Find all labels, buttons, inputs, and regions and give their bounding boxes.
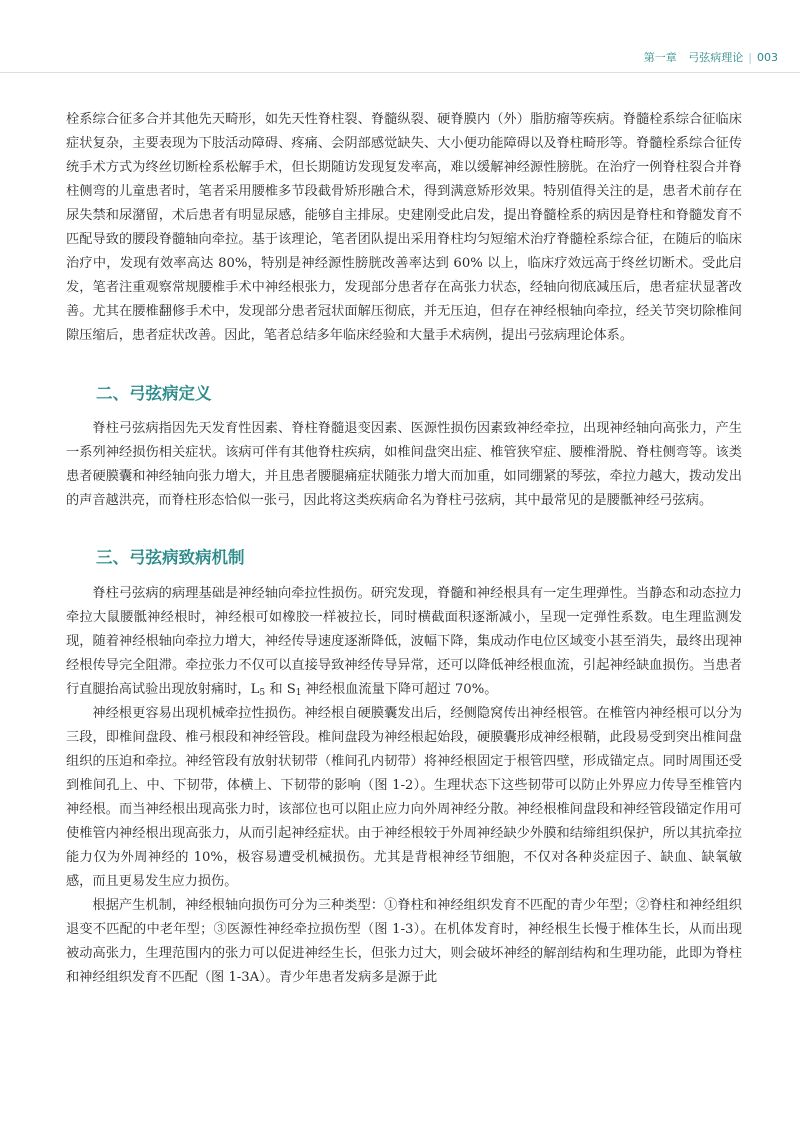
- mechanism-text-c: 神经根血流量下降可超过 70%。: [301, 682, 498, 697]
- mechanism-text-b: 和 S: [265, 682, 296, 697]
- paragraph-mechanism-2: 神经根更容易出现机械牵拉性损伤。神经根自硬膜囊发出后，经侧隐窝传出神经根管。在椎管内神经根可以分为三段，即椎间盘段、椎弓根段和神经管段。椎间盘段为神经根起始段，硬膜囊形成神经根鞘，此段易受到突出椎间盘组织的压迫和牵拉。神经管段有放射状韧带（椎间孔内韧带）将神经根固定于根管四壁，形成锚定点。同时周围还受到椎间孔上、中、下韧带，体横上、下韧带的影响（图 1-2）。生理状态下这些韧带可以防止外界应力传导至椎管内神经根。而当神经根出现高张力时，该部位也可以阻止应力向外周神经分散。神经根椎间盘段和神经管段锚定作用可使椎管内神经根出现高张力，从而引起神经症状。由于神经根较于外周神经缺少外膜和结缔组织保护，所以其抗牵拉能力仅为外周神经的 10%，极容易遭受机械损伤。尤其是背根神经节细胞，不仅对各种炎症因子、缺血、缺氧敏感，而且更易发生应力损伤。: [66, 706, 742, 889]
- paragraph-mechanism-3: 根据产生机制，神经根轴向损伤可分为三种类型：①脊柱和神经组织发育不匹配的青少年型；②脊柱和神经组织退变不匹配的中老年型；③医源性神经牵拉损伤型（图 1-3）。在机体发育时，神经根生长慢于椎体生长，从而出现被动高张力，生理范围内的张力可以促进神经生长，但张力过大，则会破坏神经的解剖结构和生理功能，此即为脊柱和神经组织发育不匹配（图 1-3A）。青少年患者发病多是源于此: [66, 898, 742, 985]
- section-title-mechanism: 三、弓弦病致病机制: [96, 548, 245, 567]
- subscript-l5: 5: [259, 688, 266, 698]
- paragraph-mechanism-1: [66, 582, 742, 702]
- header-separator: |: [748, 51, 752, 64]
- section-title-definition: 二、弓弦病定义: [96, 384, 212, 403]
- running-header: [644, 49, 778, 65]
- chapter-number: 第一章: [643, 51, 677, 64]
- mechanism-text-a: 脊柱弓弦病的病理基础是神经轴向牵拉性损伤。研究发现，脊髓和神经根具有一定生理弹性。当静态和动态拉力牵拉大鼠腰骶神经根时，神经根可如橡胶一样被拉长，同时横截面积逐渐减小，呈现一定弹性系数。电生理监测发现，随着神经根轴向牵拉力增大，神经传导速度逐渐降低，波幅下降，集成动作电位区域变小甚至消失，最终出现神经根传导完全阻滞。牵拉张力不仅可以直接导致神经传导异常，还可以降低神经根血流，引起神经缺血损伤。当患者行直腿抬高试验出现放射痛时，L: [66, 586, 742, 697]
- paragraph-continued: 栓系综合征多合并其他先天畸形，如先天性脊柱裂、脊髓纵裂、硬脊膜内（外）脂肪瘤等疾病。脊髓栓系综合征临床症状复杂，主要表现为下肢活动障碍、疼痛、会阴部感觉缺失、大小便功能障碍以及脊柱畸形等。脊髓栓系综合征传统手术方式为终丝切断栓系松解手术，但长期随访发现复发率高，难以缓解神经源性膀胱。在治疗一例脊柱裂合并脊柱侧弯的儿童患者时，笔者采用腰椎多节段截骨矫形融合术，得到满意矫形效果。特别值得关注的是，患者术前存在尿失禁和尿潴留，术后患者有明显尿感，能够自主排尿。史建刚受此启发，提出脊髓栓系的病因是脊柱和脊髓发育不匹配导致的腰段脊髓轴向牵拉。基于该理论，笔者团队提出采用脊柱均匀短缩术治疗脊髓栓系综合征，在随后的临床治疗中，发现有效率高达 80%，特别是神经源性膀胱改善率达到 60% 以上，临床疗效远高于终丝切断术。受此启发，笔者注重观察常规腰椎手术中神经根张力，发现部分患者存在高张力状态，经轴向彻底减压后，患者症状显著改善。尤其在腰椎翻修手术中，发现部分患者冠状面解压彻底，并无压迫，但存在神经根轴向牵拉，经关节突切除椎间隙压缩后，患者症状改善。因此，笔者总结多年临床经验和大量手术病例，提出弓弦病理论体系。: [66, 112, 742, 343]
- subscript-s1: 1: [295, 688, 302, 698]
- page-body: [66, 108, 742, 990]
- page-number: 003: [757, 51, 778, 64]
- header-rule: [0, 72, 800, 73]
- paragraph-definition: 脊柱弓弦病指因先天发育性因素、脊柱脊髓退变因素、医源性损伤因素致神经牵拉，出现神经轴向高张力，产生一系列神经损伤相关症状。该病可伴有其他脊柱疾病，如椎间盘突出症、椎管狭窄症、腰椎滑脱、脊柱侧弯等。该类患者硬膜囊和神经轴向张力增大，并且患者腰腿痛症状随张力增大而加重，如同绷紧的琴弦，牵拉力越大，拨动发出的声音越洪亮，而脊柱形态恰似一张弓，因此将这类疾病命名为脊柱弓弦病，其中最常见的是腰骶神经弓弦病。: [66, 421, 742, 508]
- chapter-title: 弓弦病理论: [688, 51, 744, 64]
